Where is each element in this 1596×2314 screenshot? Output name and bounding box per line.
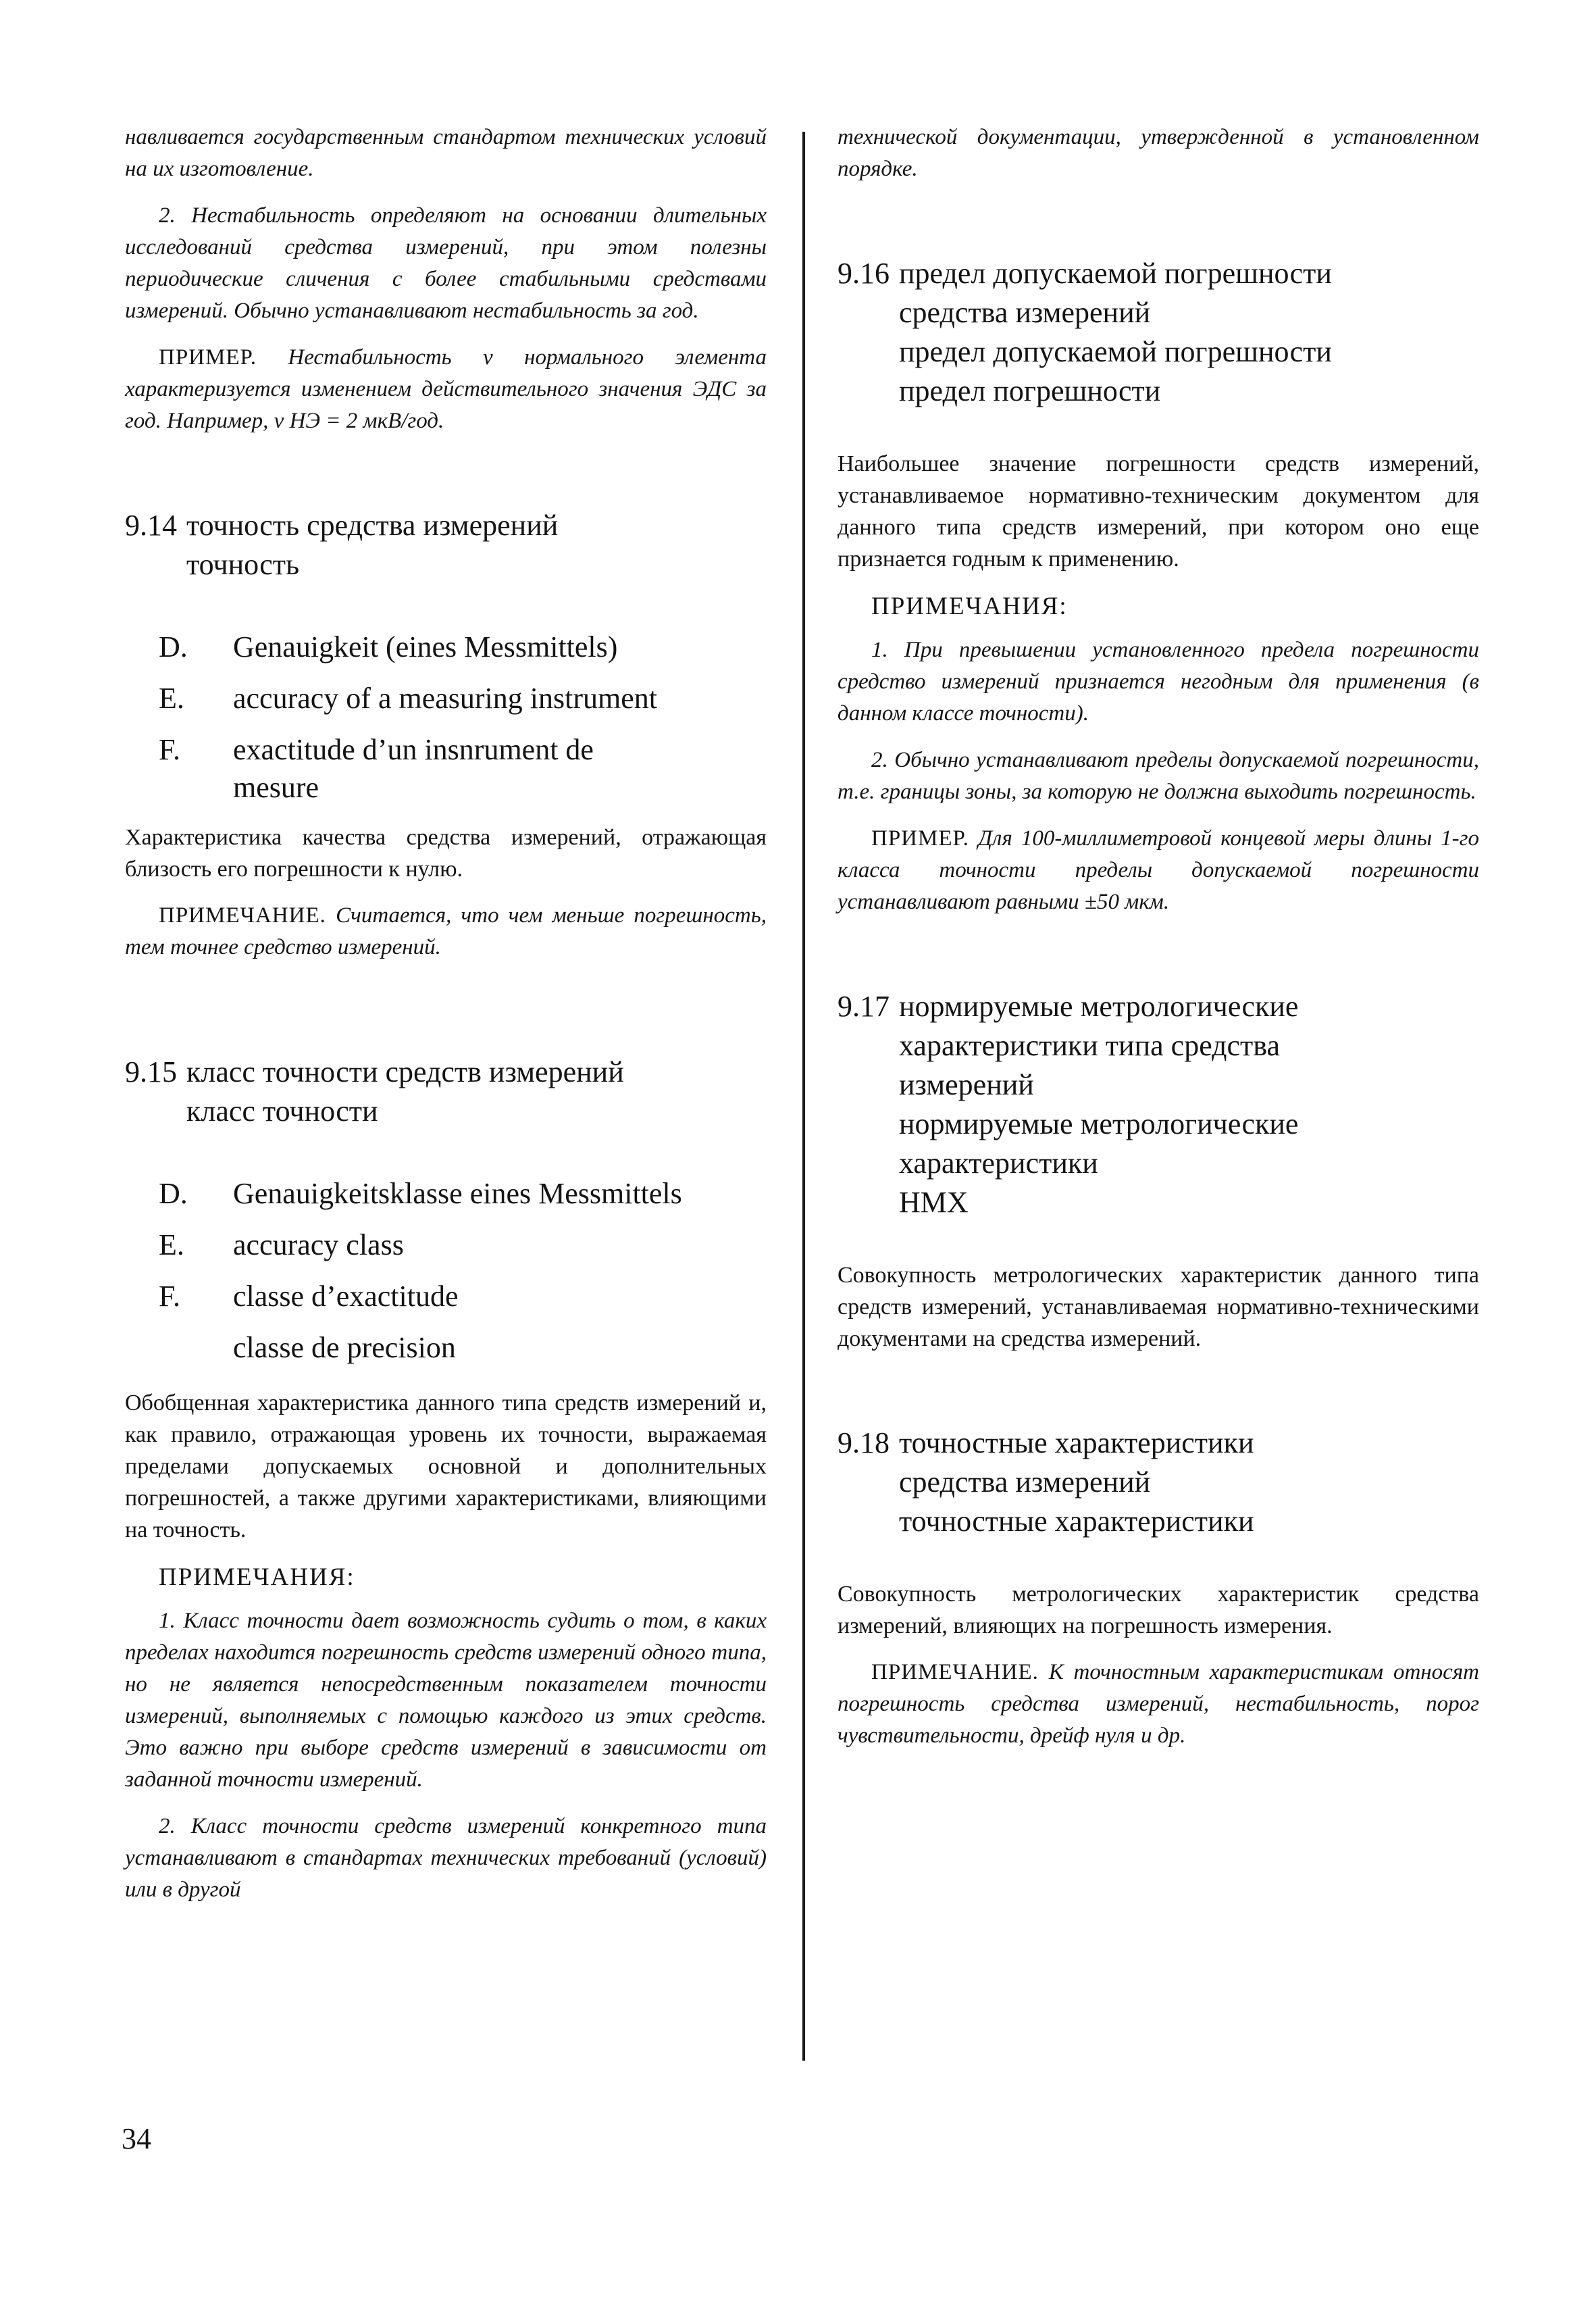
example-lead: ПРИМЕР. xyxy=(159,345,257,370)
term-abbreviation: НМХ xyxy=(899,1186,969,1219)
term-9-18 xyxy=(838,1424,1479,1541)
lang-code: D. xyxy=(159,1177,188,1210)
term-number: 9.18 xyxy=(838,1426,890,1459)
term-synonym: класс точности xyxy=(186,1095,378,1128)
lang-text: accuracy class xyxy=(233,1228,404,1261)
term-9-14 xyxy=(125,506,767,584)
lang-text: classe de precision xyxy=(233,1331,456,1364)
term-title: предел допускаемой погрешности xyxy=(899,257,1332,290)
lang-code: F. xyxy=(159,733,180,766)
term-synonym: нормируемые метрологические xyxy=(899,1107,1299,1140)
example-text: Нестабильность ν нормального элемента характеризуется изменением действительного значения ЭДС за год. Например, ν НЭ = 2 мкВ/год. xyxy=(125,345,767,433)
lang-row xyxy=(159,768,767,808)
example-paragraph xyxy=(125,342,767,437)
lang-code: E. xyxy=(159,1228,184,1261)
note-lead: ПРИМЕЧАНИЕ. xyxy=(159,903,326,928)
right-column xyxy=(838,122,1479,1767)
term-title: точность средства измерений xyxy=(186,509,559,542)
term-title: измерений xyxy=(899,1068,1034,1101)
term-title: класс точности средств измерений xyxy=(186,1055,624,1088)
lang-row xyxy=(159,1219,767,1271)
example-lead: ПРИМЕР. xyxy=(871,826,969,851)
lang-row xyxy=(159,1322,767,1374)
lang-text: Genauigkeit (eines Messmittels) xyxy=(233,630,618,663)
note-text: Считается, что чем меньше погрешность, тем точнее средство измерений. xyxy=(125,903,767,959)
term-title: средства измерений xyxy=(899,1465,1151,1499)
lang-text: Genauigkeitsklasse eines Messmittels xyxy=(233,1177,682,1210)
note-paragraph xyxy=(838,1657,1479,1752)
foreign-equivalents xyxy=(159,622,767,808)
lang-text: exactitude d’un insnrument de xyxy=(233,733,594,766)
page-number: 34 xyxy=(122,2122,151,2155)
term-number: 9.15 xyxy=(125,1055,177,1088)
example-paragraph xyxy=(838,823,1479,918)
note-paragraph: 2. Класс точности средств измерений конкретного типа устанавливают в стандартах технических требований (условий) или в другой xyxy=(125,1814,767,1902)
continuation-paragraph: технической документации, утвержденной в установленном порядке. xyxy=(838,125,1479,181)
term-synonym: точностные характеристики xyxy=(899,1505,1254,1538)
term-title: точностные характеристики xyxy=(899,1426,1254,1459)
definition: Совокупность метрологических характеристик средства измерений, влияющих на погрешность измерения. xyxy=(838,1582,1479,1638)
lang-code: E. xyxy=(159,682,184,715)
term-synonym: характеристики xyxy=(899,1147,1098,1180)
note-paragraph: 2. Обычно устанавливают пределы допускаемой погрешности, т.е. границы зоны, за которую не должна выходить погрешность. xyxy=(838,748,1479,804)
notes-heading: ПРИМЕЧАНИЯ: xyxy=(159,1563,355,1591)
lang-code xyxy=(159,768,233,808)
term-number: 9.16 xyxy=(838,257,890,290)
definition: Совокупность метрологических характеристик данного типа средств измерений, устанавливаемая нормативно-техническими документами на средства измерений. xyxy=(838,1263,1479,1351)
note-paragraph: 1. При превышении установленного предела погрешности средство измерений признается негодным для применения (в данном классе точности). xyxy=(838,638,1479,726)
lang-code xyxy=(159,1322,233,1374)
term-title: нормируемые метрологические xyxy=(899,990,1299,1023)
lang-text: mesure xyxy=(233,771,319,804)
column-divider xyxy=(802,132,805,2061)
note-lead: ПРИМЕЧАНИЕ. xyxy=(871,1660,1039,1684)
note-text: К точностным характеристикам относят погрешность средства измерений, нестабильность, порог чувствительности, дрейф нуля и др. xyxy=(838,1660,1479,1748)
lang-row xyxy=(159,1271,767,1322)
foreign-equivalents xyxy=(159,1168,767,1374)
lang-code: F. xyxy=(159,1280,180,1313)
definition: Характеристика качества средства измерений, отражающая близость его погрешности к нулю. xyxy=(125,825,767,882)
note-paragraph xyxy=(125,900,767,963)
note-paragraph: 1. Класс точности дает возможность судить о том, в каких пределах находится погрешность средств измерений одного типа, но не является непосредственным показателем точности измерений, выполняемых с помощью каждого из этих средств. Это важно при выборе средств измерений в зависимости от заданной точности измерений. xyxy=(125,1609,767,1792)
term-number: 9.14 xyxy=(125,509,177,542)
lang-row xyxy=(159,1168,767,1219)
term-synonym: точность xyxy=(186,548,300,581)
term-9-17 xyxy=(838,987,1479,1222)
example-text: Для 100-миллиметровой концевой меры длины 1-го класса точности пределы допускаемой погрешности устанавливают равными ±50 мкм. xyxy=(838,826,1480,914)
lang-code: D. xyxy=(159,630,188,663)
term-title: средства измерений xyxy=(899,296,1151,329)
term-number: 9.17 xyxy=(838,990,890,1023)
notes-heading: ПРИМЕЧАНИЯ: xyxy=(871,593,1068,620)
continuation-paragraph: навливается государственным стандартом технических условий на их изготовление. xyxy=(125,125,767,181)
lang-row xyxy=(159,673,767,724)
term-synonym: предел допускаемой погрешности xyxy=(899,335,1332,368)
note-paragraph: 2. Нестабильность определяют на основании длительных исследований средства измерений, при этом полезны периодические сличения с более стабильными средствами измерений. Обычно устанавливают нестабильность за год. xyxy=(125,203,767,323)
term-synonym: предел погрешности xyxy=(899,374,1161,407)
term-9-15 xyxy=(125,1053,767,1131)
lang-text: classe d’exactitude xyxy=(233,1280,459,1313)
lang-row xyxy=(159,622,767,673)
lang-text: accuracy of a measuring instrument xyxy=(233,682,657,715)
term-title: характеристики типа средства xyxy=(899,1029,1281,1062)
definition: Обобщенная характеристика данного типа средств измерений и, как правило, отражающая уровень их точности, выражаемая пределами допускаемых основной и дополнительных погрешностей, а также другими характеристиками, влияющими на точность. xyxy=(125,1390,767,1542)
term-9-16 xyxy=(838,254,1479,411)
definition: Наибольшее значение погрешности средств измерений, устанавливаемое нормативно-техническим документом для данного типа средств измерений, при котором оно еще признается годным к применению. xyxy=(838,451,1479,572)
left-column xyxy=(125,122,767,1921)
